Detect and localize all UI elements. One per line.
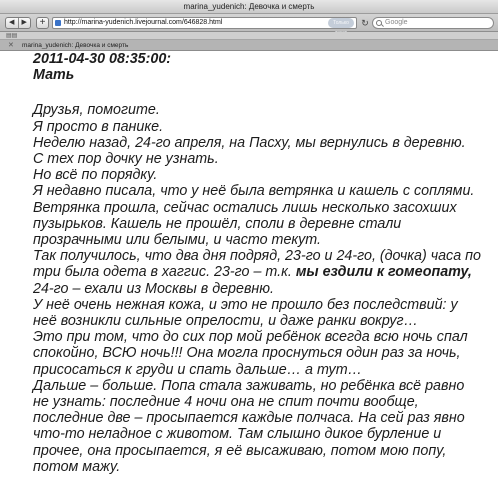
address-bar[interactable] <box>52 17 357 29</box>
post-line-text: Ветрянка прошла, сейчас остались лишь несколько засохших <box>33 199 457 216</box>
add-bookmark-button[interactable]: + <box>36 17 49 29</box>
post-line-text: Неделю назад, 24-го апреля, на Пасху, мы вернулись в деревню. <box>33 134 466 151</box>
post-line <box>33 216 498 232</box>
post-line <box>33 362 498 378</box>
post-line-text: 24-го – ехали из Москвы в деревню. <box>33 280 275 297</box>
post-line <box>33 281 498 297</box>
window-title: marina_yudenich: Девочка и смерть <box>183 2 315 11</box>
post-line-text: Я просто в панике. <box>33 118 164 135</box>
post-line <box>33 151 498 167</box>
post-line-text: не узнать: последние 4 ночи она не спит почти вообще, <box>33 394 419 411</box>
post-line <box>33 459 498 475</box>
post-line <box>33 410 498 426</box>
nav-button-group <box>5 17 31 29</box>
search-input[interactable] <box>372 17 494 29</box>
post-line <box>33 426 498 442</box>
window-title-bar <box>0 0 498 14</box>
post-line-text: Друзья, помогите. <box>33 102 160 119</box>
post-title: Мать <box>33 67 75 84</box>
reload-icon[interactable]: ↻ <box>361 18 369 28</box>
browser-toolbar <box>0 14 498 32</box>
address-url: http://marina-yudenich.livejournal.com/646828.html <box>64 19 223 26</box>
bookmarks-bar <box>0 32 498 40</box>
post-line <box>33 378 498 394</box>
post-date: 2011-04-30 08:35:00: <box>33 51 172 67</box>
post-line-text: прозрачными или белыми, и часто текут. <box>33 232 322 249</box>
post-line-text: пузырьков. Кашель не прошёл, споли в деревне стали <box>33 215 402 232</box>
post-line <box>33 297 498 313</box>
post-line <box>33 200 498 216</box>
post-line-text: что-то неладное с животом. Там слышно дикое бурление и <box>33 426 442 443</box>
post-line <box>33 167 498 183</box>
post-line <box>33 102 498 118</box>
search-placeholder: Google <box>385 19 408 26</box>
post-line-text: присосаться к груди и спать дальше… а тут… <box>33 361 362 378</box>
post-line-text: неё возникли сильные опрелости, и даже ранки вокруг… <box>33 313 418 330</box>
post-line-text: спокойно, ВСЮ ночь!!! Она могла проснуться один раз за ночь, <box>33 345 461 362</box>
post-line <box>33 394 498 410</box>
search-icon <box>376 20 382 26</box>
tab-title: marina_yudenich: Девочка и смерть <box>22 42 129 49</box>
post-line-text: У неё очень нежная кожа, и это не прошло без последствий: у <box>33 296 458 313</box>
post-line-text: Но всё по порядку. <box>33 167 158 184</box>
post-line-text: Дальше – больше. Попа стала заживать, но ребёнка всё равно <box>33 377 465 394</box>
post-spacer <box>33 83 498 102</box>
post-line-text: Так получилось, что два дня подряд, 23-го и 24-го, (дочка) часа по <box>33 248 481 265</box>
post-line-bold: мы ездили к гомеопату, <box>295 264 472 281</box>
post-line <box>33 345 498 361</box>
post-line <box>33 183 498 199</box>
post-line <box>33 329 498 345</box>
tab-bar <box>0 40 498 51</box>
forward-button[interactable]: ▶ <box>18 18 31 28</box>
post-line <box>33 313 498 329</box>
post-line-text: Это при том, что до сих пор мой ребёнок всегда всю ночь спал <box>33 329 468 346</box>
post-line-text: последние две – просыпается каждые полчаса. На сей раз явно <box>33 410 465 427</box>
post-line-text: Я недавно писала, что у неё была ветрянка и кашель с соплями. <box>33 183 475 200</box>
post-line-text: потом мажу. <box>33 458 121 475</box>
post-line <box>33 119 498 135</box>
post-line <box>33 248 498 264</box>
page-content <box>0 51 498 485</box>
back-button[interactable]: ◀ <box>9 19 15 26</box>
post-line-text: прочее, она просыпается, я её высаживаю, потом мою попу, <box>33 442 447 459</box>
post-line <box>33 443 498 459</box>
active-tab[interactable] <box>0 40 498 51</box>
bookmarks-book-icon[interactable]: ▤▤ <box>6 33 18 39</box>
site-favicon-icon <box>55 20 61 26</box>
post-line-text: три была одета в хаггис. 23-го – т.к. <box>33 264 296 281</box>
post-line-text: С тех пор дочку не узнать. <box>33 151 219 168</box>
reader-button[interactable]: Только <box>328 18 354 28</box>
post-line <box>33 135 498 151</box>
post-line <box>33 264 498 280</box>
tab-close-icon[interactable]: ✕ <box>8 42 14 49</box>
post-body <box>33 102 498 475</box>
post-line <box>33 232 498 248</box>
journal-post <box>33 51 498 475</box>
